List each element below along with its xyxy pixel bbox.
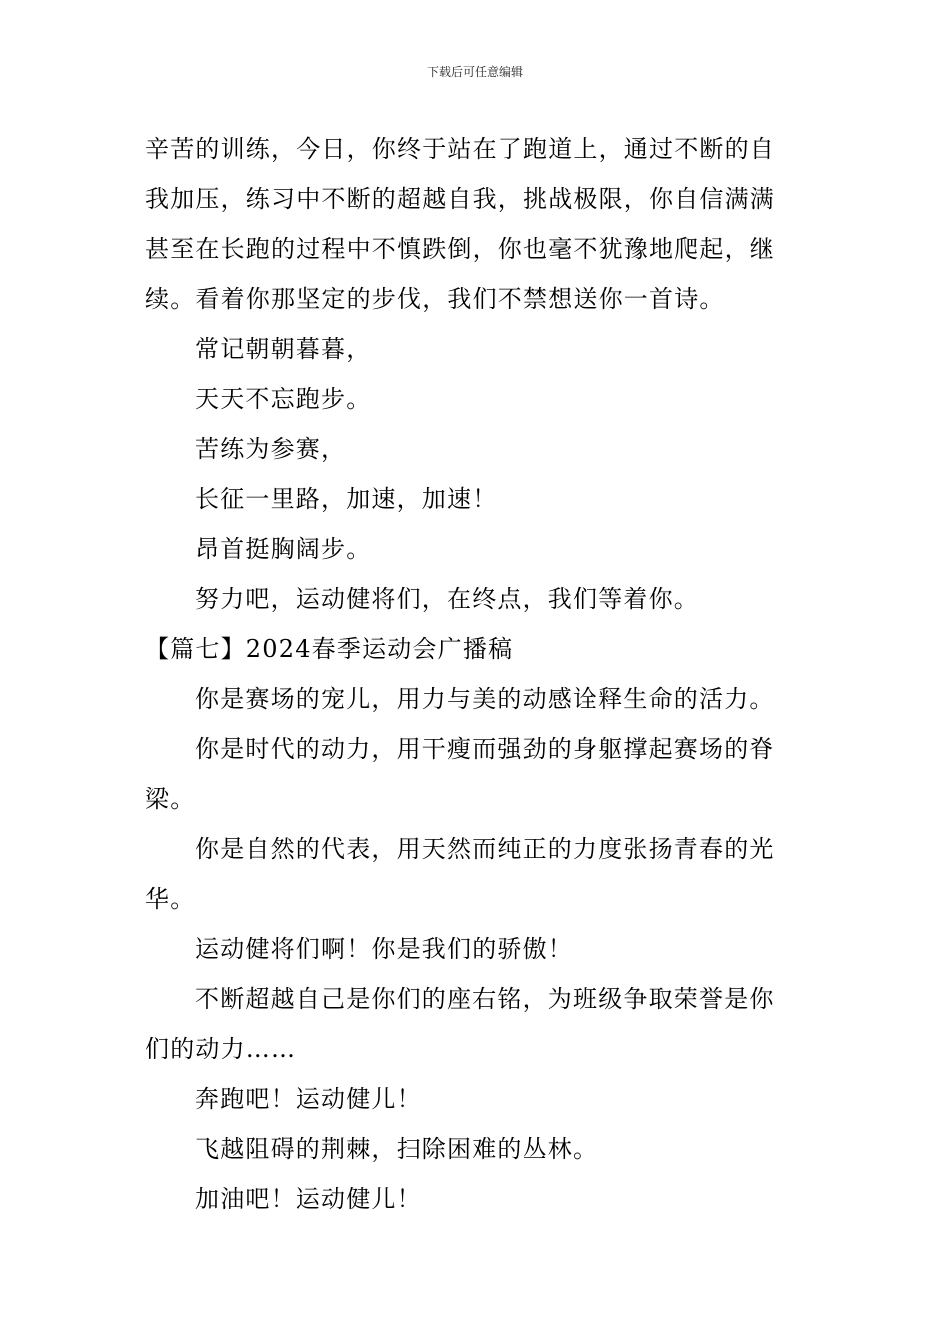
section-heading: 【篇七】2024春季运动会广播稿: [145, 635, 514, 663]
poem-line: 苦练为参赛，: [195, 435, 347, 463]
poem-line: 常记朝朝暮暮，: [195, 335, 372, 363]
body-line: 华。: [145, 885, 196, 913]
body-line: 运动健将们啊！你是我们的骄傲！: [195, 935, 573, 963]
body-line: 飞越阻碍的荆棘，扫除困难的丛林。: [195, 1135, 599, 1163]
body-line: 你是时代的动力，用干瘦而强劲的身躯撑起赛场的脊: [195, 735, 775, 763]
poem-line: 昂首挺胸阔步。: [195, 535, 372, 563]
body-line: 不断超越自己是你们的座右铭，为班级争取荣誉是你: [195, 985, 775, 1013]
page-header-note: 下载后可任意编辑: [426, 65, 523, 79]
body-line: 奔跑吧！运动健儿！: [195, 1085, 422, 1113]
body-line: 我加压，练习中不断的超越自我，挑战极限，你自信满满: [145, 185, 775, 213]
body-line: 们的动力……: [145, 1035, 297, 1063]
body-line: 努力吧，运动健将们，在终点，我们等着你。: [195, 585, 699, 613]
body-line: 加油吧！运动健儿！: [195, 1185, 422, 1213]
body-line: 你是自然的代表，用天然而纯正的力度张扬青春的光: [195, 835, 775, 863]
body-line: 你是赛场的宠儿，用力与美的动感诠释生命的活力。: [195, 685, 775, 713]
body-line: 辛苦的训练，今日，你终于站在了跑道上，通过不断的自: [145, 135, 775, 163]
body-line: 续。看着你那坚定的步伐，我们不禁想送你一首诗。: [145, 285, 725, 313]
body-line: 甚至在长跑的过程中不慎跌倒，你也毫不犹豫地爬起，继: [145, 235, 775, 263]
poem-line: 天天不忘跑步。: [195, 385, 372, 413]
body-line: 梁。: [145, 785, 196, 813]
poem-line: 长征一里路，加速，加速！: [195, 485, 498, 513]
document-body: [145, 124, 810, 1224]
